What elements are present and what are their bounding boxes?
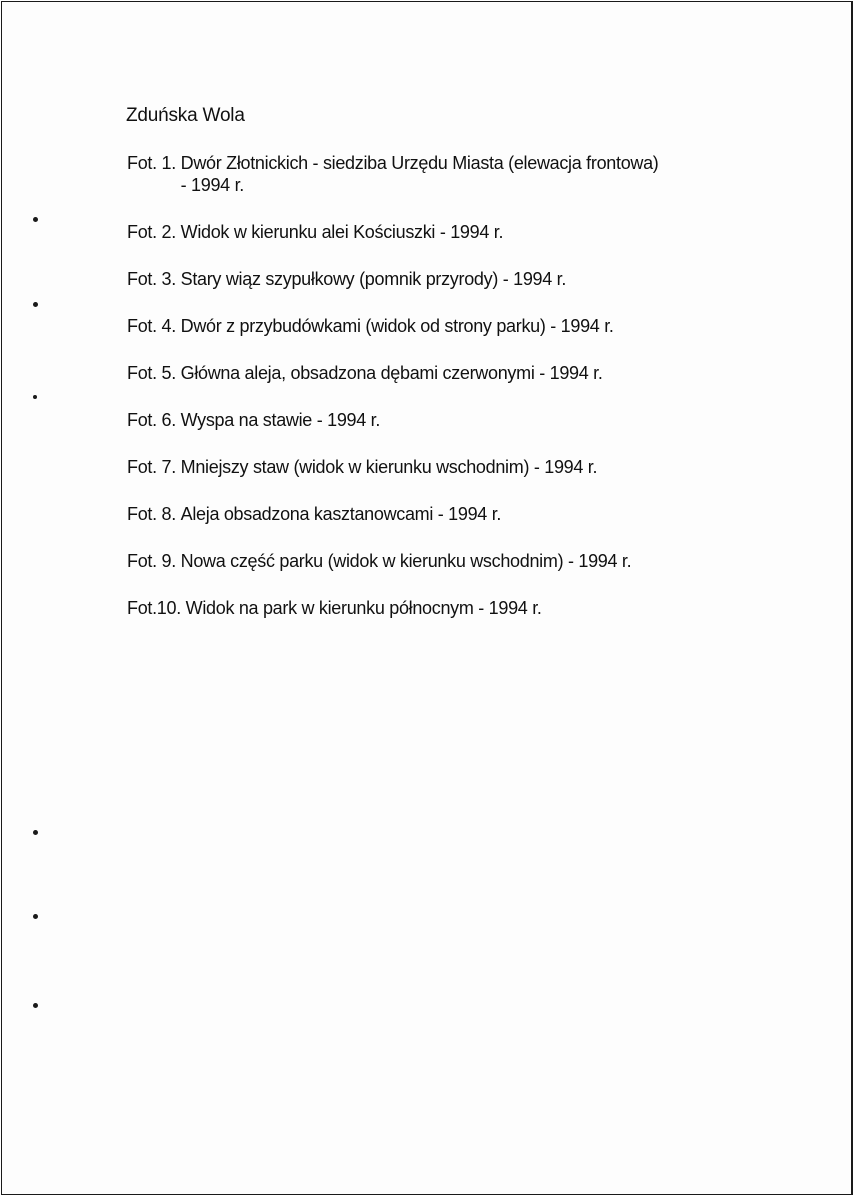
punch-hole-mark [33,217,38,222]
photo-caption-list [127,152,827,644]
punch-hole-mark [33,830,38,835]
list-item [127,456,827,478]
photo-number: Fot. 4. [127,316,181,336]
photo-caption: Nowa część parku (widok w kierunku wschodnim) - 1994 r. [180,551,632,571]
photo-number: Fot. 9. [127,551,181,571]
photo-number: Fot.10. [127,598,186,618]
photo-caption: Wyspa na stawie - 1994 r. [180,410,381,430]
list-item [127,597,827,619]
photo-caption: Dwór Złotnickich - siedziba Urzędu Miasta (elewacja frontowa) - 1994 r. [180,153,659,195]
list-item [127,315,827,337]
photo-caption: Aleja obsadzona kasztanowcami - 1994 r. [180,504,502,524]
photo-number: Fot. 6. [127,410,181,430]
photo-caption: Główna aleja, obsadzona dębami czerwonymi - 1994 r. [180,363,603,383]
photo-number: Fot. 3. [127,269,181,289]
list-item [127,221,827,243]
photo-number: Fot. 7. [127,457,181,477]
photo-caption: Mniejszy staw (widok w kierunku wschodnim) - 1994 r. [180,457,598,477]
list-item [127,409,827,431]
photo-number: Fot. 8. [127,504,181,524]
photo-caption: Widok na park w kierunku północnym - 1994 r. [185,598,542,618]
list-item [127,152,827,196]
list-item [127,550,827,572]
photo-caption: Dwór z przybudówkami (widok od strony parku) - 1994 r. [180,316,614,336]
photo-number: Fot. 5. [127,363,181,383]
list-item [127,362,827,384]
punch-hole-mark [33,1003,38,1008]
list-item [127,503,827,525]
photo-number: Fot. 2. [127,222,181,242]
list-item [127,268,827,290]
photo-number: Fot. 1. [127,153,181,173]
punch-hole-mark [33,914,38,919]
punch-hole-mark [33,395,37,399]
document-title: Zduńska Wola [126,105,245,126]
document-page [1,1,853,1195]
photo-caption: Widok w kierunku alei Kościuszki - 1994 r. [180,222,504,242]
punch-hole-mark [33,302,38,307]
photo-caption: Stary wiąz szypułkowy (pomnik przyrody) - 1994 r. [180,269,567,289]
